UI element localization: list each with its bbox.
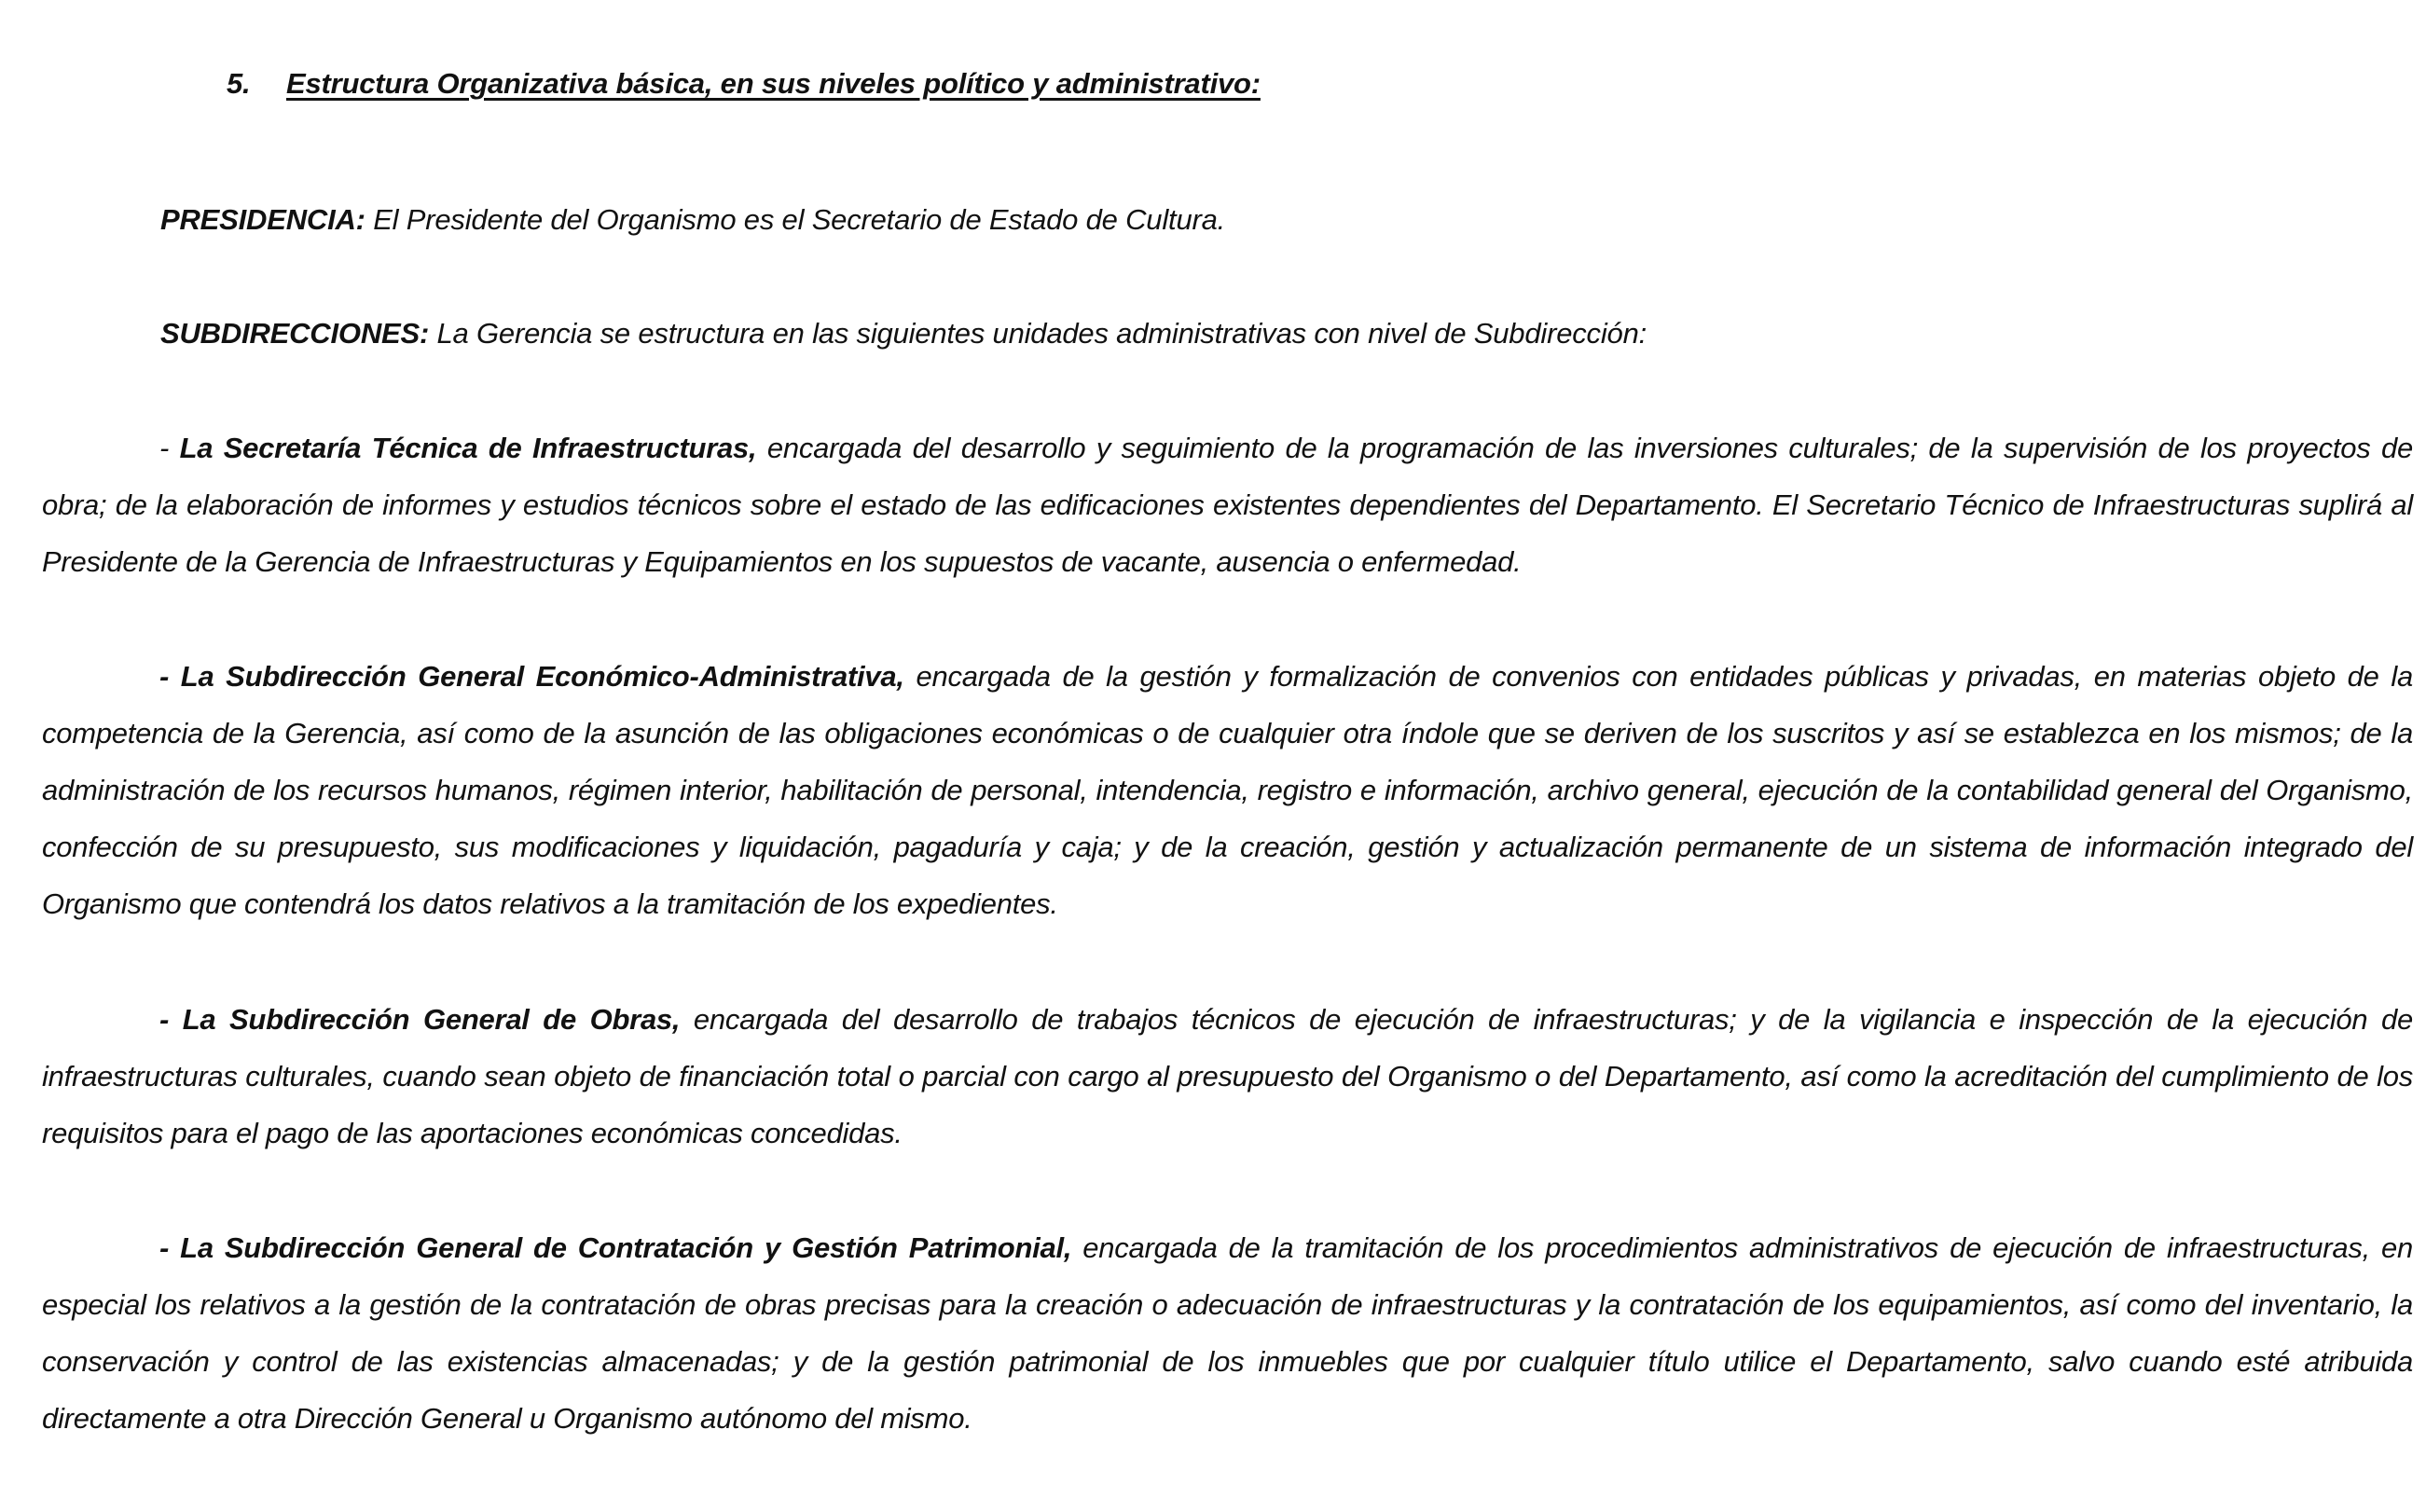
unit-description: encargada del desarrollo de trabajos técnicos de ejecución de infraestructuras; y de la vigilancia e inspección de la ejecución de infraestructuras culturales, cuando sean objeto de financiación total o parcial con cargo al presupuesto del Organismo o del Departamento, así como la acreditación del cumplimiento de los requisitos para el pago de las aportaciones económicas concedidas. xyxy=(42,1003,2413,1149)
unit-name: - La Subdirección General de Contratación y Gestión Patrimonial, xyxy=(159,1231,1072,1264)
presidencia-text: El Presidente del Organismo es el Secretario de Estado de Cultura. xyxy=(365,203,1226,236)
unit-prefix: - xyxy=(159,432,180,464)
unit-name: La Secretaría Técnica de Infraestructuras, xyxy=(179,432,757,464)
subdirecciones-label: SUBDIRECCIONES: xyxy=(160,317,430,350)
presidencia-paragraph xyxy=(160,203,1225,237)
subdirecciones-text: La Gerencia se estructura en las siguientes unidades administrativas con nivel de Subdirección: xyxy=(429,317,1647,350)
unit-paragraph-obras xyxy=(42,991,2413,1161)
section-title: Estructura Organizativa básica, en sus niveles político y administrativo: xyxy=(286,67,1261,100)
unit-paragraph-secretaria-tecnica xyxy=(42,419,2413,590)
unit-paragraph-economico-administrativa xyxy=(42,648,2413,932)
presidencia-label: PRESIDENCIA: xyxy=(160,203,365,236)
section-heading xyxy=(227,67,1261,101)
unit-description: encargada de la tramitación de los procedimientos administrativos de ejecución de infraestructuras, en especial los relativos a la gestión de la contratación de obras precisas para la creación o adecuación de infraestructuras y la contratación de los equipamientos, así como del inventario, la conservación y control de las existencias almacenadas; y de la gestión patrimonial de los inmuebles que por cualquier título utilice el Departamento, salvo cuando esté atribuida directamente a otra Dirección General u Organismo autónomo del mismo. xyxy=(42,1231,2413,1435)
unit-name: - La Subdirección General de Obras, xyxy=(159,1003,681,1036)
unit-description: encargada de la gestión y formalización de convenios con entidades públicas y privadas, en materias objeto de la competencia de la Gerencia, así como de la asunción de las obligaciones económicas o de cualquier otra índole que se deriven de los suscritos y así se establezca en los mismos; de la administración de los recursos humanos, régimen interior, habilitación de personal, intendencia, registro e información, archivo general, ejecución de la contabilidad general del Organismo, confección de su presupuesto, sus modificaciones y liquidación, pagaduría y caja; y de la creación, gestión y actualización permanente de un sistema de información integrado del Organismo que contendrá los datos relativos a la tramitación de los expedientes. xyxy=(42,660,2413,920)
unit-name: - La Subdirección General Económico-Administrativa, xyxy=(159,660,904,693)
unit-description: encargada del desarrollo y seguimiento de la programación de las inversiones culturales; de la supervisión de los proyectos de obra; de la elaboración de informes y estudios técnicos sobre el estado de las edificaciones existentes dependientes del Departamento. El Secretario Técnico de Infraestructuras suplirá al Presidente de la Gerencia de Infraestructuras y Equipamientos en los supuestos de vacante, ausencia o enfermedad. xyxy=(42,432,2413,578)
section-number: 5. xyxy=(227,67,251,100)
unit-paragraph-contratacion xyxy=(42,1219,2413,1447)
subdirecciones-paragraph xyxy=(160,317,1647,351)
